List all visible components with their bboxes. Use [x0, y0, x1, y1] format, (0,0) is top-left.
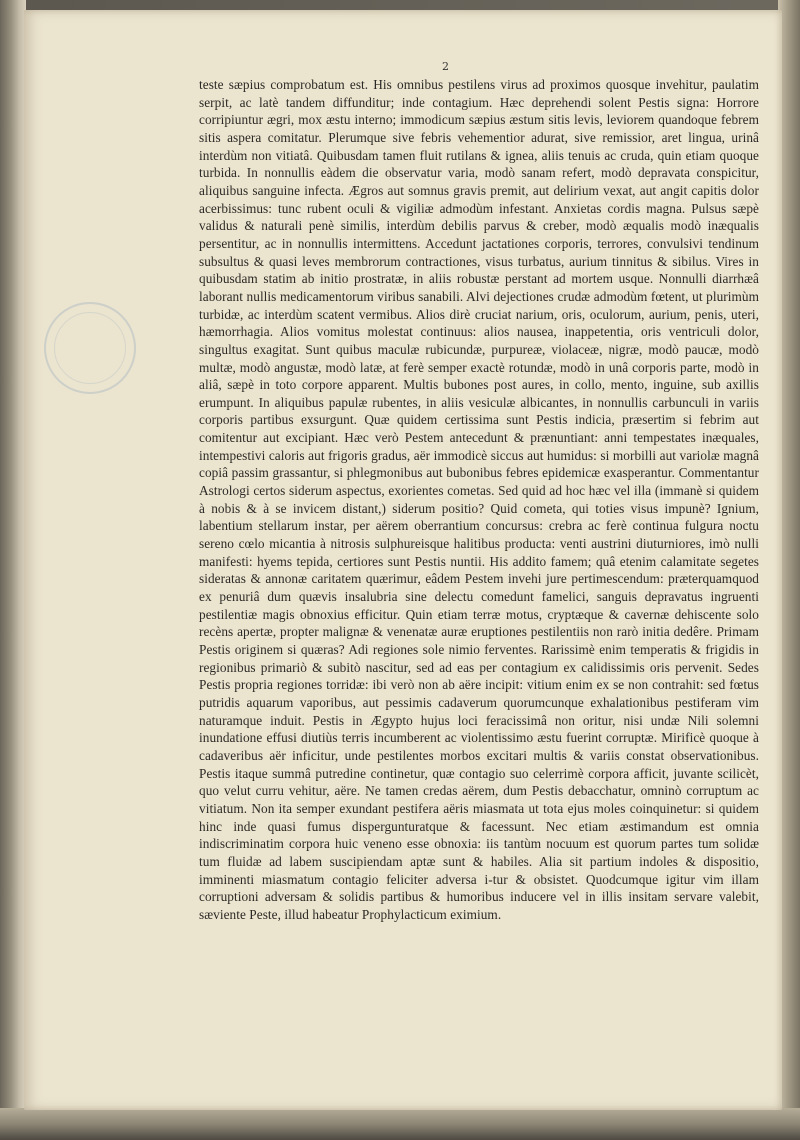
page-number: 2 [442, 60, 449, 73]
book-bottom-edge [0, 1108, 800, 1140]
body-paragraph: teste sæpius comprobatum est. His omnibus pestilens virus ad proximos quosque invehitur, paulatim serpit, ac latè tandem diffunditur; inde contagium. Hæc deprehendi solent Pestis signa: Horrore corripiuntur ægri, mox æstu interno; immodicum sæpius æstum sitis levis, leviorem quandoque febrem sitis aspera comitatur. Plerumque sive febris vehementior adurat, sive remissior, aret lingua, urinâ interdùm non vitiatâ. Quibusdam tamen fluit rutilans & ignea, aliis tenuis ac cruda, quin etiam quoque turbida. In nonnullis eàdem die observatur varia, modò sanam refert, modò depravata conspicitur, aliquibus sanguine infecta. Ægros aut somnus gravis premit, aut delirium vexat, aut angit capitis dolor acerbissimus: tunc rubent oculi & vigiliæ admodùm infestant. Anxietas cordis magna. Pulsus sæpè validus & naturali penè similis, interdùm debilis parvus & creber, modò æqualis modò inæqualis persentitur, ac in nonnullis intermittens. Accedunt jactationes corporis, terrores, convulsivi tendinum subsultus & quasi leves membrorum contractiones, visus turbatus, aurium tinnitus & sibilus. Vires in quibusdam statim ab initio prostratæ, in aliis robustæ perstant ad mortem usque. Nonnulli diarrhæâ laborant nullis medicamentorum viribus sanabili. Alvi dejectiones crudæ admodùm fœtent, ut plurimùm turbidæ, ac interdùm scatent vermibus. Alios dirè cruciat narium, oris, oculorum, aurium, penis, uteri, hæmorrhagia. Alios vomitus molestat continuus: alios nausea, inappetentia, oris ventriculi dolor, singultus exagitat. Sunt quibus maculæ rubicundæ, purpureæ, violaceæ, nigræ, modò paucæ, modò multæ, modò angustæ, modò latæ, at ferè semper exactè rotundæ, modò in unâ corporis parte, modò in aliâ, sæpè in toto corpore apparent. Multis bubones post aures, in collo, mento, inguine, sub axillis erumpunt. In aliquibus papulæ rubentes, in aliis vesiculæ albicantes, in nonnullis carbunculi in variis corporis partibus exsurgunt. Quæ quidem certissima sunt Pestis indicia, præsertim si febrim aut comitentur aut excipiant. Hæc verò Pestem antecedunt & prænuntiant: anni tempestates inæquales, intempestivi caloris aut frigoris gradus, aër immodicè siccus aut humidus: si morbilli aut variolæ magnâ copiâ passim grassantur, si phlegmonibus aut bubonibus febres epidemicæ exasperantur. Commentantur Astrologi certos siderum aspectus, exorientes cometas. Sed quid ad hoc hæc vel illa (immanè si quidem à nobis & à se invicem distant,) siderum positio? Quid cometa, qui toties visus impunè? Ignium, labentium stellarum instar, per aërem oberrantium concursus: crebra ac ferè continua fulgura noctu sereno cœlo micantia à nitrosis sulphureisque halitibus producta: venti austrini diuturniores, imò nulli manifesti: hyems tepida, certiores sunt Pestis nuntii. His addito famem; quâ etenim calamitate segetes sideratas & annonæ caritatem quærimur, eâdem Pestem invehi jure pertimescendum: præterquamquod ex penuriâ dum quævis insalubria sine delectu comedunt famelici, sanguis depravatus ingruenti pestilentiæ magis obnoxius efficitur. Quin etiam terræ motus, cryptæque & cavernæ dehiscente solo recèns apertæ, propter malignæ & venenatæ auræ eruptiones pestilentiis non rarò initia dedêre. Primam Pestis originem si quæras? Adi regiones sole nimio ferventes. Rarissimè enim temperatis & frigidis in regionibus primariò & subitò nascitur, sed ad eas per contagium ex calidissimis oris pervenit. Sedes Pestis propria regiones torridæ: ibi verò non ab aëre incipit: vitium enim ex se non contrahit: sed fœtus putridis aquarum vaporibus, aut pessimis cadaverum quorumcunque exhalationibus pestiferam vim naturamque induit. Pestis in Ægypto hujus loci feracissimâ non oritur, nisi undæ Nili solemni inundatione effusi diutiùs terris incumberent ac violentissimo æstu fuerint corruptæ. Mirificè quoque à cadaveribus aër inficitur, unde pestilentes morbos excitari multis & variis constat observationibus. Pestis itaque summâ putredine continetur, quæ contagio suo celerrimè corpora afficit, juvante scilicèt, quo velut curru vehitur, aëre. Ne tamen credas aërem, dum Pestis debacchatur, omninò corruptum ac vitiatum. Non ita semper exundant pestifera aëris miasmata ut tota ejus moles coinquinetur: si quidem hinc inde quasi fumus dispergunturatque & facessunt. Nec etiam æstimandum est omnia indiscriminatim corpora huic veneno esse obnoxia: iis tantùm nocuum est quorum partes tum solidæ tum fluidæ ad labem suscipiendam aptæ sunt & habiles. Alia sit partium indoles & dispositio, imminenti miasmatum contagio feliciter adversa i-tur & obsistet. Quodcumque igitur vim illam corruptioni adversam & solidis partibus & humoribus inducere vel in illis insitam servare valebit, sæviente Peste, illud habeatur Prophylacticum eximium. [199, 77, 759, 922]
book-page [24, 10, 782, 1110]
library-stamp-icon [44, 302, 136, 394]
book-spine-edge [0, 0, 26, 1140]
